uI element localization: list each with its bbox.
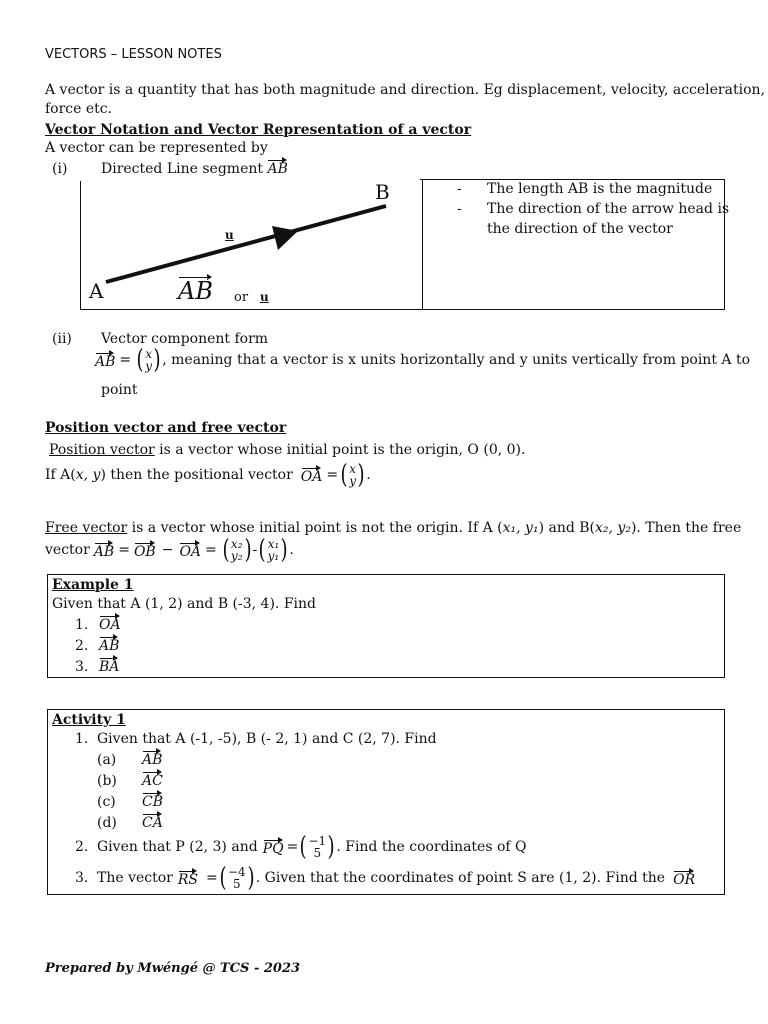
free-vector-formula: [45, 537, 294, 563]
big-vector-ab-text: AB: [178, 277, 213, 305]
then-text: ). Then the free: [630, 520, 742, 536]
note-item: [457, 179, 729, 199]
example-1-title: Example 1: [52, 577, 134, 593]
vector-ab: AB: [93, 543, 115, 560]
question-text-end: . Find the coordinates of Q: [336, 839, 527, 855]
part-label: (c): [97, 794, 116, 810]
equals: =: [205, 542, 217, 558]
position-term: Position vector: [49, 442, 155, 458]
vector-ab: AB: [99, 638, 120, 654]
note-text: The direction of the arrow head is: [487, 201, 730, 217]
activity-q1: [75, 729, 437, 749]
position-heading: Position vector and free vector: [45, 420, 287, 436]
vector-rs: RS: [177, 871, 199, 888]
example-1-given: Given that A (1, 2) and B (-3, 4). Find: [52, 596, 316, 612]
x-component: −1: [308, 834, 327, 848]
vector-oa: OA: [99, 617, 121, 633]
note-item: [457, 199, 729, 219]
x-component: x: [349, 462, 357, 476]
directed-line-diagram: [80, 179, 420, 309]
or-label: or: [234, 290, 249, 305]
vector-word: vector: [45, 542, 90, 558]
then-text: ) then the positional vector: [100, 467, 293, 483]
y-component: 5: [232, 877, 241, 891]
minus: −: [161, 542, 174, 558]
intro-line-2: force etc.: [45, 101, 113, 117]
list-item: [97, 771, 163, 792]
intro-line-1: A vector is a quantity that has both magnitude and direction. Eg displacement, velocity, acceleration,: [45, 82, 765, 98]
notation-heading: Vector Notation and Vector Representation of a vector: [45, 122, 472, 138]
part-label: (b): [97, 773, 117, 789]
a-coords: x₁, y₁: [502, 520, 539, 536]
part-label: (a): [97, 752, 117, 768]
if-text: If A(: [45, 467, 76, 483]
position-definition: [49, 440, 525, 460]
vector-cb: CB: [142, 794, 163, 810]
list-item: [75, 657, 121, 678]
column-vector-x2y2: ( x₂ y₂ ): [222, 535, 252, 565]
example-1-box: [47, 574, 725, 678]
question-text: Given that P (2, 3) and: [97, 839, 258, 855]
item-ii-text: Vector component form: [101, 331, 269, 347]
vector-ab: AB: [142, 752, 163, 768]
point-a-label: A: [89, 279, 104, 303]
vector-oa: OA: [179, 543, 202, 560]
b-coords: x₂, y₂: [595, 520, 631, 536]
position-def-text: is a vector whose initial point is the origin, O (0, 0).: [154, 442, 526, 458]
y-component: 5: [313, 846, 322, 860]
question-text: The vector: [97, 870, 173, 886]
magnitude-notes: [457, 179, 729, 239]
x-component: −4: [227, 865, 246, 879]
vector-ob: OB: [133, 543, 156, 560]
question-number: 2.: [75, 839, 89, 855]
example-1-list: [75, 615, 121, 678]
period: .: [366, 467, 371, 483]
position-example-line: [45, 462, 371, 488]
list-item: [97, 813, 163, 834]
activity-q2: [75, 834, 527, 860]
component-form-line: [95, 347, 750, 373]
vector-u-label: u: [225, 228, 234, 242]
minus-dash: -: [252, 542, 258, 558]
column-vector-x1y1: ( x₁ y₁ ): [258, 535, 288, 565]
item-i-number: (i): [52, 161, 68, 177]
list-item: [75, 636, 121, 657]
question-text-end: . Given that the coordinates of point S are (1, 2). Find the: [255, 870, 666, 886]
free-vector-definition: [45, 518, 741, 538]
x-component: x: [145, 347, 153, 361]
y-component: y: [145, 359, 153, 373]
free-def-text: is a vector whose initial point is not the origin. If A (: [127, 520, 503, 536]
period: .: [289, 542, 294, 558]
point-b-label: B: [375, 180, 390, 204]
vector-ca: CA: [142, 815, 163, 831]
bullet: -: [457, 181, 462, 197]
question-number: 1.: [75, 731, 89, 747]
x2: x₂: [230, 537, 243, 551]
note-item: [457, 219, 729, 239]
list-item: [75, 615, 121, 636]
item-i-label: Directed Line segment: [101, 161, 264, 177]
vector-or: OR: [673, 871, 696, 888]
equals: =: [118, 542, 130, 558]
item-i-text: [101, 159, 288, 179]
vector-ac: AC: [142, 773, 163, 789]
and-b-text: ) and B(: [538, 520, 595, 536]
footer-credit: Prepared by Mwéngé @ TCS - 2023: [45, 961, 301, 976]
vector-ab: AB: [267, 161, 288, 177]
note-text: the direction of the vector: [487, 221, 673, 237]
coords: x, y: [75, 467, 101, 483]
vector-oa: OA: [300, 468, 323, 485]
x1: x₁: [267, 537, 280, 551]
activity-q1-parts: [97, 750, 163, 834]
bullet: -: [457, 201, 462, 217]
equals: =: [326, 467, 339, 483]
note-text: The length AB is the magnitude: [487, 181, 713, 197]
column-vector-q2: ( −1 5 ): [299, 832, 335, 862]
activity-1-title: Activity 1: [52, 712, 126, 728]
notation-lead: A vector can be represented by: [45, 140, 268, 156]
list-item: [97, 792, 163, 813]
question-number: 3.: [75, 870, 89, 886]
item-number: 2.: [75, 638, 89, 654]
y2: y₂: [230, 549, 243, 563]
vector-u-label-2: u: [260, 290, 269, 304]
question-text: Given that A (-1, -5), B (- 2, 1) and C (2, 7). Find: [97, 731, 437, 747]
equals: =: [286, 839, 299, 855]
equals: =: [206, 870, 218, 886]
item-number: 1.: [75, 617, 89, 633]
page-title: VECTORS – LESSON NOTES: [45, 47, 222, 62]
item-ii-number: (ii): [52, 331, 72, 347]
y1: y₁: [267, 549, 280, 563]
activity-q3: [75, 865, 695, 891]
vector-line: [106, 206, 386, 282]
part-label: (d): [97, 815, 117, 831]
equals: =: [119, 352, 132, 368]
component-end: point: [101, 382, 138, 398]
column-vector-q3: ( −4 5 ): [219, 863, 255, 893]
big-vector-ab: [178, 276, 213, 305]
column-vector-xy: ( x y ): [136, 345, 161, 375]
vector-ba: BA: [99, 659, 120, 675]
vector-pq: PQ: [262, 840, 284, 857]
free-term: Free vector: [45, 520, 128, 536]
list-item: [97, 750, 163, 771]
component-description: , meaning that a vector is x units horizontally and y units vertically from point A to: [162, 352, 751, 368]
vector-ab: AB: [95, 353, 116, 370]
column-vector-xy: ( x y ): [340, 460, 365, 490]
item-number: 3.: [75, 659, 89, 675]
table-divider: [422, 179, 423, 309]
y-component: y: [349, 474, 357, 488]
